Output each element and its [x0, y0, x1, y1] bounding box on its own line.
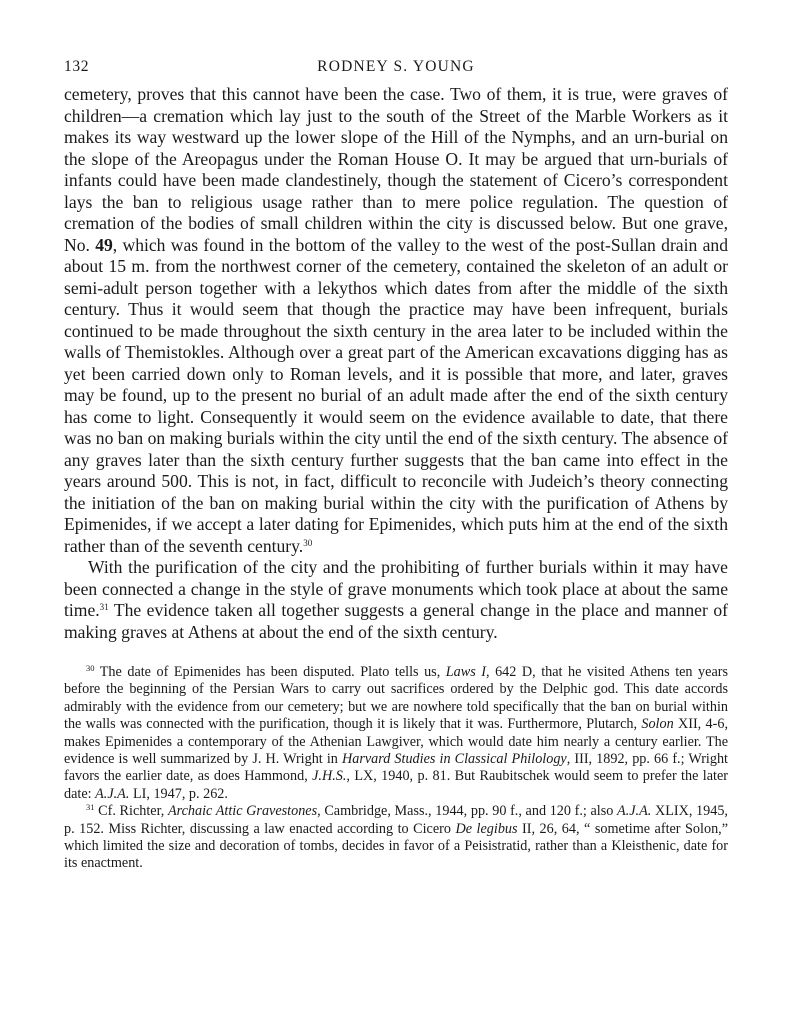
footnote-text: , 642 D, that he visited Athens ten years before the beginning of the Persian Wars to carry out sacrifices ordered by the Delphic god. This date accords admirably with the evidence from our cemetery; but we are nowhere told specifically that the ban on burial within the walls was connected with the purification, though it is likely that it was. Furthermore, Plutarch, — [64, 664, 728, 733]
footnote-ref: 30 — [303, 537, 313, 548]
work-title: Archaic Attic Gravestones — [167, 803, 318, 820]
work-title: Laws I — [445, 664, 486, 680]
footnote-text: Cf. Richter, — [94, 803, 168, 820]
footnote-text: The date of Epimenides has been disputed. Plato tells us, — [94, 664, 446, 680]
page-header — [64, 58, 728, 84]
grave-number: 49 — [95, 234, 113, 255]
work-title: J.H.S. — [312, 768, 347, 785]
page — [64, 58, 728, 873]
page-number: 132 — [64, 58, 90, 75]
paragraph — [64, 557, 728, 643]
footnote-31 — [64, 803, 728, 873]
footnote-mark: 31 — [86, 802, 95, 813]
body-text — [64, 84, 728, 643]
footnote-text: II, 26, 64, “ sometime after Solon,” which limited the size and decoration of tombs, decides in favor of a Peisistratid, rather than a Kleisthenic, date for its enactment. — [64, 820, 729, 872]
paragraph-text: , which was found in the bottom of the valley to the west of the post-Sullan drain and about 15 m. from the northwest corner of the cemetery, contained the skeleton of an adult or semi-adult person together with a lekythos which dates from after the middle of the sixth century. Thus it would seem that though the practice may have been infrequent, burials continued to be made throughout the sixth century in the area later to be included within the walls of Themistokles. Although over a great part of the American excavations digging has as yet been carried down only to Roman levels, and it is possible that more, and later, graves may be found, up to the present no burial of an adult made after the end of the sixth century has come to light. Consequently it would seem on the evidence available to date, that there was no ban on making burials within the city until the end of the sixth century. The absence of any graves later than the sixth century further suggests that the ban came into effect in the years around 500. This is not, in fact, difficult to reconcile with Judeich’s theory connecting the initiation of the ban on making burial within the city with the purification of Athens by Epimenides, if we accept a later dating for Epimenides, which puts him at the end of the sixth rather than of the seventh century. — [64, 234, 728, 556]
footnotes — [64, 664, 728, 873]
work-title: De legibus — [455, 820, 518, 837]
running-head: RODNEY S. YOUNG — [317, 58, 475, 75]
paragraph-text: cemetery, proves that this cannot have been the case. Two of them, it is true, were graves of children—a cremation which lay just to the south of the Street of the Marble Workers as it makes its way westward up the lower slope of the Hill of the Nymphs, and an urn-burial on the slope of the Areopagus under the Roman House O. It may be argued that urn-burials of infants could have been made clandestinely, though the statement of Cicero’s correspondent lays the ban to religious usage rather than to mere police regulation. The question of cremation of the bodies of small children within the city is discussed below. But one grave, No. — [64, 84, 728, 255]
footnote-text: , III, 1892, pp. 66 f.; Wright favors the earlier date, as does Hammond, — [64, 751, 728, 785]
work-title: Harvard Studies in Classical Philology — [341, 751, 567, 768]
paragraph — [64, 84, 728, 557]
footnote-text: , Cambridge, Mass., 1944, pp. 90 f., and 120 f.; also — [317, 803, 618, 820]
work-title: A.J.A. — [95, 785, 130, 802]
footnote-text: LI, 1947, p. 262. — [129, 785, 228, 802]
work-title: A.J.A. — [617, 803, 652, 820]
footnote-ref: 31 — [99, 602, 109, 612]
footnote-30 — [64, 664, 728, 803]
footnote-text: XII, 4-6, makes Epimenides a contemporary of the Athenian Lawgiver, which would date him nearly a century earlier. The evidence is well summarized by J. H. Wright in — [64, 716, 729, 768]
paragraph-text: The evidence taken all together suggests a general change in the place and manner of making graves at Athens at about the end of the sixth century. — [64, 600, 728, 642]
footnote-mark: 30 — [86, 663, 95, 673]
work-title: Solon — [641, 716, 674, 733]
paragraph-text: With the purification of the city and the prohibiting of further burials within it may have been connected a change in the style of grave monuments which took place at about the same time. — [64, 557, 728, 620]
footnote-text: , LX, 1940, p. 81. But Raubitschek would seem to prefer the later date: — [64, 768, 728, 802]
footnote-text: XLIX, 1945, p. 152. Miss Richter, discussing a law enacted according to Cicero — [64, 803, 728, 837]
